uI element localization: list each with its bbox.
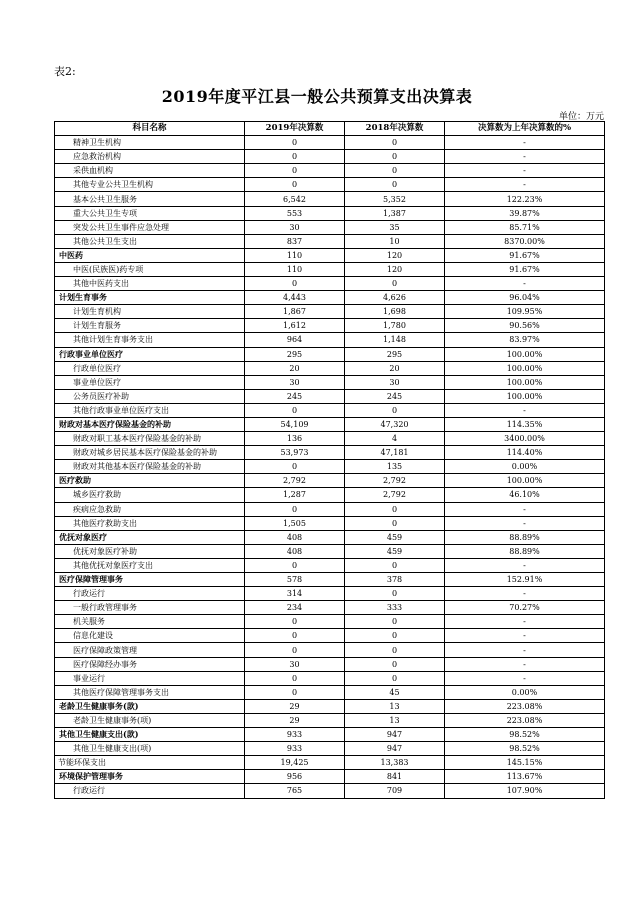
value-2018-cell: 0 [345, 657, 445, 671]
value-2019-cell: 578 [245, 573, 345, 587]
value-2019-cell: 29 [245, 699, 345, 713]
value-2019-cell: 0 [245, 277, 345, 291]
ratio-cell: - [445, 587, 605, 601]
subject-cell: 财政对职工基本医疗保险基金的补助 [55, 432, 245, 446]
header-row [55, 122, 605, 136]
value-2018-cell: 333 [345, 601, 445, 615]
value-2019-cell: 0 [245, 685, 345, 699]
value-2018-cell: 0 [345, 164, 445, 178]
subject-cell: 其他医疗保障管理事务支出 [55, 685, 245, 699]
value-2018-cell: 4 [345, 432, 445, 446]
ratio-cell: - [445, 657, 605, 671]
subject-cell: 行政运行 [55, 784, 245, 798]
value-2018-cell: 0 [345, 277, 445, 291]
subject-cell: 精神卫生机构 [55, 136, 245, 150]
table-row [55, 587, 605, 601]
ratio-cell: 0.00% [445, 460, 605, 474]
value-2019-cell: 0 [245, 502, 345, 516]
value-2019-cell: 20 [245, 361, 345, 375]
ratio-cell: 109.95% [445, 305, 605, 319]
value-2018-cell: 45 [345, 685, 445, 699]
ratio-cell: 96.04% [445, 291, 605, 305]
value-2019-cell: 30 [245, 375, 345, 389]
value-2018-cell: 13 [345, 713, 445, 727]
header-subject: 科目名称 [55, 122, 245, 136]
table-row [55, 164, 605, 178]
subject-cell: 行政运行 [55, 587, 245, 601]
value-2018-cell: 0 [345, 150, 445, 164]
header-2018: 2018年决算数 [345, 122, 445, 136]
value-2018-cell: 459 [345, 530, 445, 544]
value-2019-cell: 0 [245, 558, 345, 572]
value-2019-cell: 1,505 [245, 516, 345, 530]
table-row [55, 347, 605, 361]
ratio-cell: 0.00% [445, 685, 605, 699]
table-row [55, 305, 605, 319]
value-2018-cell: 841 [345, 770, 445, 784]
ratio-cell: 90.56% [445, 319, 605, 333]
value-2019-cell: 0 [245, 629, 345, 643]
ratio-cell: - [445, 558, 605, 572]
budget-table [54, 121, 605, 799]
table-row [55, 291, 605, 305]
value-2019-cell: 956 [245, 770, 345, 784]
table-row [55, 601, 605, 615]
subject-cell: 其他计划生育事务支出 [55, 333, 245, 347]
table-row [55, 333, 605, 347]
ratio-cell: - [445, 164, 605, 178]
subject-cell: 优抚对象医疗 [55, 530, 245, 544]
value-2019-cell: 0 [245, 460, 345, 474]
value-2019-cell: 408 [245, 544, 345, 558]
ratio-cell: - [445, 403, 605, 417]
value-2019-cell: 53,973 [245, 446, 345, 460]
value-2018-cell: 947 [345, 742, 445, 756]
table-row [55, 277, 605, 291]
subject-cell: 信息化建设 [55, 629, 245, 643]
value-2019-cell: 234 [245, 601, 345, 615]
table-row [55, 544, 605, 558]
value-2018-cell: 47,320 [345, 417, 445, 431]
value-2019-cell: 30 [245, 220, 345, 234]
value-2018-cell: 947 [345, 728, 445, 742]
table-row [55, 403, 605, 417]
table-row [55, 713, 605, 727]
value-2018-cell: 378 [345, 573, 445, 587]
value-2018-cell: 0 [345, 502, 445, 516]
value-2018-cell: 245 [345, 389, 445, 403]
table-row [55, 742, 605, 756]
ratio-cell: - [445, 277, 605, 291]
table-row [55, 488, 605, 502]
page-title: 2019年度平江县一般公共预算支出决算表 [161, 87, 473, 106]
subject-cell: 应急救治机构 [55, 150, 245, 164]
value-2018-cell: 459 [345, 544, 445, 558]
ratio-cell: 152.91% [445, 573, 605, 587]
value-2018-cell: 1,148 [345, 333, 445, 347]
ratio-cell: 46.10% [445, 488, 605, 502]
table-row [55, 234, 605, 248]
value-2018-cell: 5,352 [345, 192, 445, 206]
value-2018-cell: 13,383 [345, 756, 445, 770]
value-2019-cell: 964 [245, 333, 345, 347]
ratio-cell: - [445, 502, 605, 516]
subject-cell: 重大公共卫生专项 [55, 206, 245, 220]
subject-cell: 财政对城乡居民基本医疗保险基金的补助 [55, 446, 245, 460]
ratio-cell: - [445, 615, 605, 629]
ratio-cell: 114.40% [445, 446, 605, 460]
value-2019-cell: 4,443 [245, 291, 345, 305]
table-row [55, 573, 605, 587]
ratio-cell: 100.00% [445, 361, 605, 375]
value-2018-cell: 0 [345, 558, 445, 572]
table-row [55, 530, 605, 544]
table-row [55, 446, 605, 460]
table-row [55, 136, 605, 150]
ratio-cell: 3400.00% [445, 432, 605, 446]
value-2019-cell: 0 [245, 164, 345, 178]
value-2019-cell: 0 [245, 178, 345, 192]
value-2019-cell: 29 [245, 713, 345, 727]
value-2019-cell: 19,425 [245, 756, 345, 770]
subject-cell: 其他卫生健康支出(款) [55, 728, 245, 742]
table-row [55, 643, 605, 657]
ratio-cell: 91.67% [445, 262, 605, 276]
ratio-cell: 100.00% [445, 375, 605, 389]
subject-cell: 行政单位医疗 [55, 361, 245, 375]
value-2019-cell: 553 [245, 206, 345, 220]
subject-cell: 环境保护管理事务 [55, 770, 245, 784]
subject-cell: 其他行政事业单位医疗支出 [55, 403, 245, 417]
value-2019-cell: 0 [245, 615, 345, 629]
subject-cell: 财政对基本医疗保险基金的补助 [55, 417, 245, 431]
value-2019-cell: 54,109 [245, 417, 345, 431]
value-2019-cell: 245 [245, 389, 345, 403]
ratio-cell: 91.67% [445, 248, 605, 262]
header-ratio: 决算数为上年决算数的% [445, 122, 605, 136]
value-2018-cell: 120 [345, 262, 445, 276]
ratio-cell: 85.71% [445, 220, 605, 234]
table-row [55, 699, 605, 713]
subject-cell: 计划生育机构 [55, 305, 245, 319]
table-row [55, 784, 605, 798]
subject-cell: 其他优抚对象医疗支出 [55, 558, 245, 572]
subject-cell: 公务员医疗补助 [55, 389, 245, 403]
table-row [55, 516, 605, 530]
subject-cell: 行政事业单位医疗 [55, 347, 245, 361]
value-2019-cell: 408 [245, 530, 345, 544]
value-2018-cell: 2,792 [345, 488, 445, 502]
ratio-cell: - [445, 516, 605, 530]
value-2018-cell: 0 [345, 516, 445, 530]
subject-cell: 其他卫生健康支出(项) [55, 742, 245, 756]
value-2018-cell: 0 [345, 671, 445, 685]
value-2018-cell: 2,792 [345, 474, 445, 488]
value-2019-cell: 0 [245, 136, 345, 150]
table-row [55, 220, 605, 234]
table-row [55, 262, 605, 276]
table-row [55, 206, 605, 220]
table-row [55, 375, 605, 389]
value-2019-cell: 933 [245, 728, 345, 742]
subject-cell: 中医药 [55, 248, 245, 262]
ratio-cell: 100.00% [445, 474, 605, 488]
value-2018-cell: 20 [345, 361, 445, 375]
value-2019-cell: 0 [245, 643, 345, 657]
value-2018-cell: 0 [345, 587, 445, 601]
table-row [55, 474, 605, 488]
ratio-cell: - [445, 178, 605, 192]
subject-cell: 其他专业公共卫生机构 [55, 178, 245, 192]
subject-cell: 其他公共卫生支出 [55, 234, 245, 248]
ratio-cell: 145.15% [445, 756, 605, 770]
table-row [55, 671, 605, 685]
ratio-cell: - [445, 643, 605, 657]
table-row [55, 361, 605, 375]
value-2019-cell: 1,867 [245, 305, 345, 319]
subject-cell: 突发公共卫生事件应急处理 [55, 220, 245, 234]
subject-cell: 其他中医药支出 [55, 277, 245, 291]
subject-cell: 计划生育事务 [55, 291, 245, 305]
subject-cell: 一般行政管理事务 [55, 601, 245, 615]
subject-cell: 计划生育服务 [55, 319, 245, 333]
value-2019-cell: 314 [245, 587, 345, 601]
table-row [55, 770, 605, 784]
value-2018-cell: 0 [345, 643, 445, 657]
value-2019-cell: 933 [245, 742, 345, 756]
subject-cell: 医疗救助 [55, 474, 245, 488]
subject-cell: 节能环保支出 [55, 756, 245, 770]
ratio-cell: 114.35% [445, 417, 605, 431]
value-2019-cell: 295 [245, 347, 345, 361]
table-row [55, 728, 605, 742]
value-2019-cell: 30 [245, 657, 345, 671]
subject-cell: 财政对其他基本医疗保险基金的补助 [55, 460, 245, 474]
value-2018-cell: 120 [345, 248, 445, 262]
subject-cell: 老龄卫生健康事务(款) [55, 699, 245, 713]
value-2019-cell: 765 [245, 784, 345, 798]
ratio-cell: 98.52% [445, 728, 605, 742]
value-2018-cell: 0 [345, 629, 445, 643]
ratio-cell: 107.90% [445, 784, 605, 798]
value-2019-cell: 1,612 [245, 319, 345, 333]
table-row [55, 502, 605, 516]
table-body [55, 136, 605, 798]
subject-cell: 医疗保障政策管理 [55, 643, 245, 657]
table-row [55, 629, 605, 643]
ratio-cell: 100.00% [445, 347, 605, 361]
subject-cell: 医疗保障管理事务 [55, 573, 245, 587]
subject-cell: 城乡医疗救助 [55, 488, 245, 502]
ratio-cell: 70.27% [445, 601, 605, 615]
value-2019-cell: 837 [245, 234, 345, 248]
ratio-cell: 98.52% [445, 742, 605, 756]
header-2019: 2019年决算数 [245, 122, 345, 136]
table-row [55, 460, 605, 474]
value-2018-cell: 35 [345, 220, 445, 234]
value-2018-cell: 0 [345, 178, 445, 192]
value-2018-cell: 0 [345, 615, 445, 629]
table-row [55, 248, 605, 262]
value-2018-cell: 10 [345, 234, 445, 248]
ratio-cell: 88.89% [445, 530, 605, 544]
table-row [55, 558, 605, 572]
table-row [55, 150, 605, 164]
value-2019-cell: 2,792 [245, 474, 345, 488]
ratio-cell: 39.87% [445, 206, 605, 220]
value-2018-cell: 0 [345, 136, 445, 150]
ratio-cell: - [445, 629, 605, 643]
ratio-cell: 113.67% [445, 770, 605, 784]
subject-cell: 基本公共卫生服务 [55, 192, 245, 206]
value-2018-cell: 135 [345, 460, 445, 474]
table-row [55, 178, 605, 192]
value-2018-cell: 47,181 [345, 446, 445, 460]
value-2018-cell: 295 [345, 347, 445, 361]
ratio-cell: 100.00% [445, 389, 605, 403]
table-row [55, 192, 605, 206]
subject-cell: 医疗保障经办事务 [55, 657, 245, 671]
table-row [55, 389, 605, 403]
ratio-cell: - [445, 671, 605, 685]
value-2019-cell: 0 [245, 671, 345, 685]
value-2018-cell: 30 [345, 375, 445, 389]
subject-cell: 采供血机构 [55, 164, 245, 178]
value-2018-cell: 0 [345, 403, 445, 417]
subject-cell: 事业单位医疗 [55, 375, 245, 389]
value-2018-cell: 1,698 [345, 305, 445, 319]
ratio-cell: 223.08% [445, 713, 605, 727]
subject-cell: 优抚对象医疗补助 [55, 544, 245, 558]
unit-label: 单位：万元 [558, 112, 604, 122]
value-2018-cell: 1,387 [345, 206, 445, 220]
ratio-cell: - [445, 150, 605, 164]
value-2019-cell: 6,542 [245, 192, 345, 206]
value-2019-cell: 110 [245, 248, 345, 262]
subject-cell: 事业运行 [55, 671, 245, 685]
ratio-cell: 8370.00% [445, 234, 605, 248]
table-row [55, 756, 605, 770]
subject-cell: 中医(民族医)药专项 [55, 262, 245, 276]
ratio-cell: 223.08% [445, 699, 605, 713]
ratio-cell: 88.89% [445, 544, 605, 558]
value-2019-cell: 0 [245, 403, 345, 417]
value-2018-cell: 4,626 [345, 291, 445, 305]
ratio-cell: 122.23% [445, 192, 605, 206]
subject-cell: 机关服务 [55, 615, 245, 629]
ratio-cell: 83.97% [445, 333, 605, 347]
value-2018-cell: 1,780 [345, 319, 445, 333]
table-row [55, 615, 605, 629]
table-row [55, 432, 605, 446]
value-2019-cell: 1,287 [245, 488, 345, 502]
value-2018-cell: 709 [345, 784, 445, 798]
table-row [55, 417, 605, 431]
table-row [55, 685, 605, 699]
value-2019-cell: 110 [245, 262, 345, 276]
table-row [55, 319, 605, 333]
subject-cell: 疾病应急救助 [55, 502, 245, 516]
subject-cell: 老龄卫生健康事务(项) [55, 713, 245, 727]
ratio-cell: - [445, 136, 605, 150]
value-2019-cell: 0 [245, 150, 345, 164]
subject-cell: 其他医疗救助支出 [55, 516, 245, 530]
value-2018-cell: 13 [345, 699, 445, 713]
value-2019-cell: 136 [245, 432, 345, 446]
table-row [55, 657, 605, 671]
table-label: 表2: [54, 65, 76, 78]
